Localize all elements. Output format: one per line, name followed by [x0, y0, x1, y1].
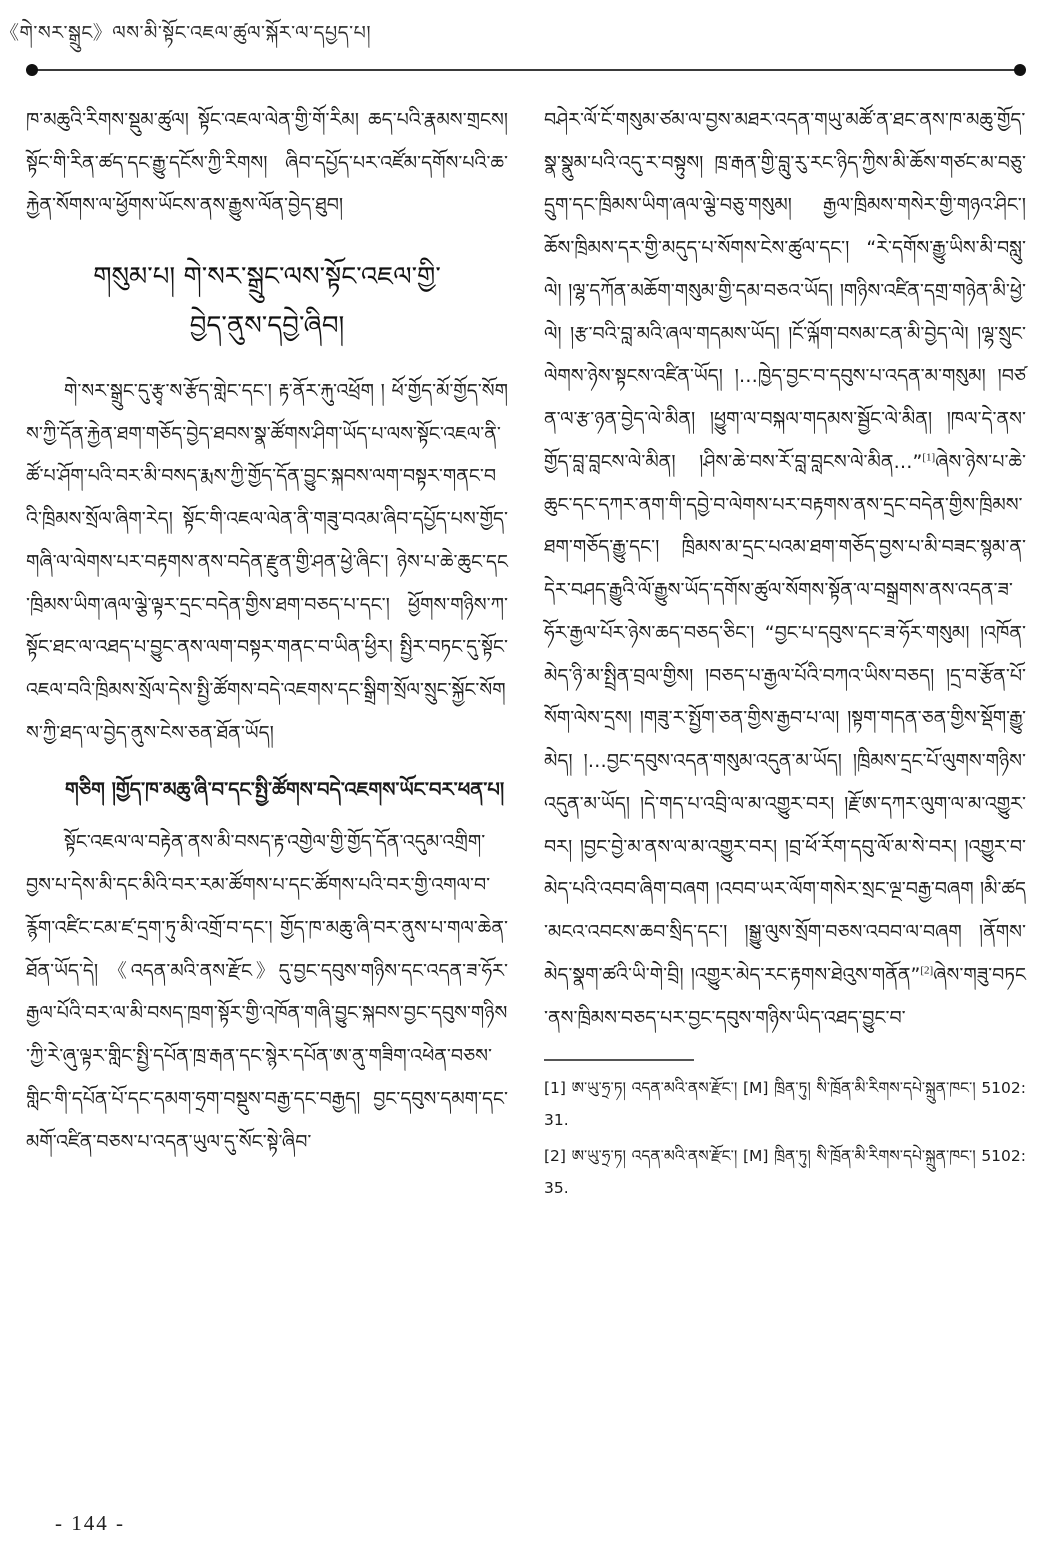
footnote-2: [2] ཨ་ཡུ་ཧྲ་ཏ། འདན་མའི་ནས་རྫོང་། [M] ཁྲིན་ཏུ། སི་ཁྲོན་མི་རིགས་དཔེ་སྐྲུན་ཁང་། 5102:35. [544, 1146, 1026, 1197]
section-heading [26, 253, 508, 352]
footnote-ref-1: [1] [922, 451, 936, 464]
body-text-segment: ཞེས་ཉེས་པ་ཆེ་ཆུང་དང་དཀར་ནག་གི་དབྱེ་བ་ལེགས་པར་བརྟགས་ནས་དྲང་བདེན་གྱིས་ཁྲིམས་ཐག་གཅོད་རྒྱུ་དང་། ཁྲིམས་མ་དྲང་པའམ་ཐག་གཅོད་བྱས་པ་མི་བཟང་སྙམ་ན་དེར་བཤད་རྒྱུའི་ལོ་རྒྱུས་ཡོད་དགོས་ཚུལ་སོགས་སྟོན་ལ་བསྒྲགས་ནས་འདན་ཟ་ཧོར་རྒྱལ་པོར་ཉེས་ཆད་བཅད་ཅིང་། “བྱང་པ་དབུས་དང་ཟ་ཧོར་གསུམ། །འཁོན་མེད་ཉི་མ་སྤྲིན་བྲལ་གྱིས། །བཅད་པ་རྒྱལ་པོའི་བཀའ་ཡིས་བཅད། །དྲ་བ་རྩོན་པོ་སོག་ལེས་དྲས། །གཟུ་ར་སྤྱོག་ཅན་གྱིས་རྒྱབ་པ་ལ། །སྟག་གདན་ཅན་གྱིས་སྡོག་རྒྱུ་མེད། །…བྱང་དབུས་འདན་གསུམ་འདུན་མ་ཡོད། །ཁྲིམས་དྲང་པོ་ལུགས་གཉིས་འདུན་མ་ཡོད། །དེ་གད་པ་འབྲི་ལ་མ་འགྱུར་བར། །རྗོ་ཨ་དཀར་ལུག་ལ་མ་འགྱུར་བར། །བྱང་བྱེ་མ་ནས་ལ་མ་འགྱུར་བར། །བྲ་ཕོ་རོག་དབུ་ལོ་མ་སེ་བར། །འགྱུར་བ་མེད་པའི་འབབ་ཞིག་བཞག །འབབ་ཡར་ལོག་གསེར་སྲང་ལྔ་བརྒྱ་བཞག །མི་ཚད་མངའ་འབངས་ཆབ་སྲིད་དང་། །སྒྱུ་ལུས་སྲོག་བཅས་འབབ་ལ་བཞག །ནོགས་མེད་སྣག་ཚའི་ཡི་གེ་བྲི། །འགྱུར་མེད་རང་རྟགས་ཐེའུས་གནོན” [544, 450, 1026, 986]
footnote-ref-2: [2] [920, 964, 934, 977]
section-heading-line1: གསུམ་པ། གེ་སར་སྒྲུང་ལས་སྟོང་འཇལ་གྱི་ [93, 262, 441, 292]
body-text-segment: ཞེས་གཟུ་བཏང་ནས་ཁྲིམས་བཅད་པར་བྱང་དབུས་གཉིས་ཡིད་འཐད་བྱུང་བ་ [544, 963, 1026, 1029]
right-column [544, 99, 1026, 1209]
paragraph-analysis: གེ་སར་སྒྲུང་དུ་རྩྭ་ས་རྩོད་གླེང་དང་། རྟ་ནོར་རྐུ་འཕྲོག ། ཕོ་གྱོད་མོ་གྱོད་སོགས་ཀྱི་དོན་རྐྱེན་ཐག་གཅོད་བྱེད་ཐབས་སྣ་ཚོགས་ཤིག་ཡོད་པ་ལས་སྟོང་འཇལ་ནི་ཚོ་པ་ཤོག་པའི་བར་མི་བསད་རྨས་ཀྱི་གྱོད་དོན་བྱུང་སྐབས་ལག་བསྟར་གནང་བའི་ཁྲིམས་སྲོལ་ཞིག་རེད། སྟོང་གི་འཇལ་ལེན་ནི་གཟུ་བའམ་ཞིབ་དཔྱོད་པས་གྱོད་གཞི་ལ་ལེགས་པར་བརྟགས་ནས་བདེན་རྫུན་གྱི་ཤན་ཕྱེ་ཞིང་། ཉེས་པ་ཆེ་ཆུང་དང་ཁྲིམས་ཡིག་ཞལ་ལྕེ་ལྟར་དྲང་བདེན་གྱིས་ཐག་བཅད་པ་དང་། ཕྱོགས་གཉིས་ཀ་སྟོང་ཐང་ལ་འཐད་པ་བྱུང་ནས་ལག་བསྟར་གནང་བ་ཡིན་ཕྱིར། སྤྱིར་བཏང་དུ་སྟོང་འཇལ་བའི་ཁྲིམས་སྲོལ་དེས་སྤྱི་ཚོགས་བདེ་འཇགས་དང་སྒྲིག་སྲོལ་སྲུང་སྐྱོང་སོགས་ཀྱི་ཐད་ལ་བྱེད་ནུས་ངེས་ཅན་ཐོན་ཡོད། [26, 379, 508, 744]
subheading-first-point: གཅིག །གྱོད་ཁ་མཆུ་ཞི་བ་དང་སྤྱི་ཚོགས་བདེ་འཇགས་ཡོང་བར་ཕན་པ། [65, 777, 505, 801]
header-rule-line [28, 69, 1024, 71]
header-rule-dot-left-icon [26, 64, 38, 76]
running-header-title: 《གེ་སར་སྒྲུང》ལས་མི་སྟོང་འཇལ་ཚུལ་སྐོར་ལ་དཔྱད་པ། [0, 22, 372, 44]
paragraph-example: སྟོང་འཇལ་ལ་བརྟེན་ནས་མི་བསད་རྟ་འགྱེལ་གྱི་གྱོད་དོན་འདུམ་འགྲིག་བྱས་པ་དེས་མི་དང་མིའི་བར་རམ་ཚོགས་པ་དང་ཚོགས་པའི་བར་གྱི་འགལ་བ་རྙོག་འཛིང་ངམ་ཛ་དྲག་ཏུ་མི་འགྲོ་བ་དང་། གྱོད་ཁ་མཆུ་ཞི་བར་ནུས་པ་གལ་ཆེན་ཐོན་ཡོད་དེ། 《འདན་མའི་ནས་རྫོང》དུ་བྱང་དབུས་གཉིས་དང་འདན་ཟ་ཧོར་རྒྱལ་པོའི་བར་ལ་མི་བསད་ཁྲག་སྟོར་གྱི་འཁོན་གཞི་བྱུང་སྐབས་བྱང་དབུས་གཉིས་ཀྱི་རེ་ཞུ་ལྟར་གླིང་སྤྱི་དཔོན་ཁྲ་རྒན་དང་སྙེར་དཔོན་ཨ་ནུ་གཟིག་འཕེན་བཅས་གླིང་གི་དཔོན་པོ་དང་དམག་ཧྲག་བསྡུས་བརྒྱ་དང་བརྒྱད། བྱང་དབུས་དམག་དང་མགོ་འཛིན་བཅས་པ་འདན་ཡུལ་དུ་སོང་སྟེ་ཞིབ་ [26, 831, 508, 1153]
paragraph-continuation-right [544, 99, 1026, 1040]
body-text-segment: བཤེར་ལོ་ངོ་གསུམ་ཙམ་ལ་བྱས་མཐར་འདན་གཡུ་མཚོ་ན་ཐང་ནས་ཁ་མཆུ་གྱོད་སྣ་སྣུམ་པའི་འདུ་ར་བསྟུས། ཁྲ་རྒན་གྱི་བླུ་རུ་རང་ཉིད་ཀྱིས་མི་ཆོས་གཙང་མ་བཅུ་དྲུག་དང་ཁྲིམས་ཡིག་ཞལ་ལྕེ་བཅུ་གསུམ། རྒྱལ་ཁྲིམས་གསེར་གྱི་གཉའ་ཤིང་། ཆོས་ཁྲིམས་དར་གྱི་མདུད་པ་སོགས་ངེས་ཚུལ་དང་། “རེ་དགོས་རྒྱུ་ཡིས་མི་བསླུ་ལེ། །ལྷ་དཀོན་མཆོག་གསུམ་གྱི་དམ་བཅའ་ཡོད། །གཉིས་འཛིན་དགྲ་གཉེན་མི་ཕྱེ་ལེ། །རྩ་བའི་བླ་མའི་ཞལ་གདམས་ཡོད། །ངོ་ལྐོག་བསམ་ངན་མི་བྱེད་ལེ། །ལྷ་སྲུང་ལེགས་ཉེས་སྟངས་འཛིན་ཡོད། །…ཁྱེད་བྱང་བ་དབུས་པ་འདན་མ་གསུམ། །བཙན་ལ་རྩ་ཉན་བྱེད་ལེ་མིན། །ཕྱུག་ལ་བསྐལ་གདམས་སྦྱོང་ལེ་མིན། །ཁལ་དེ་ནས་གྱོད་བླ་བླངས་ལེ་མིན། །ཤིས་ཆེ་བས་རོ་བླ་བླངས་ལེ་མིན…” [544, 108, 1026, 473]
header-rule-dot-right-icon [1014, 64, 1026, 76]
section-heading-line2: བྱེད་ནུས་དབྱེ་ཞིབ། [189, 311, 345, 342]
footnotes-block [544, 1059, 1026, 1204]
header-rule [28, 63, 1024, 77]
page-number: - 144 - [55, 1511, 125, 1535]
footnote-separator [544, 1059, 694, 1061]
footnote-1: [1] ཨ་ཡུ་ཧྲ་ཏ། འདན་མའི་ནས་རྫོང་། [M] ཁྲིན་ཏུ། སི་ཁྲོན་མི་རིགས་དཔེ་སྐྲུན་ཁང་། 5102:31. [544, 1079, 1026, 1130]
paragraph-continued: ཁ་མཆུའི་རིགས་སྡུམ་ཚུལ། སྟོང་འཇལ་ལེན་གྱི་གོ་རིམ། ཆད་པའི་རྣམས་གྲངས། སྟོང་གི་རིན་ཚད་དང་རྒྱུ་དངོས་ཀྱི་རིགས། ཞིབ་དཔྱོད་པར་འཛོམ་དགོས་པའི་ཆ་རྐྱེན་སོགས་ལ་ཕྱོགས་ཡོངས་ནས་རྒྱུས་ལོན་བྱེད་ཐུབ། [26, 108, 508, 217]
two-column-body [0, 77, 1052, 1209]
left-column [26, 99, 508, 1209]
